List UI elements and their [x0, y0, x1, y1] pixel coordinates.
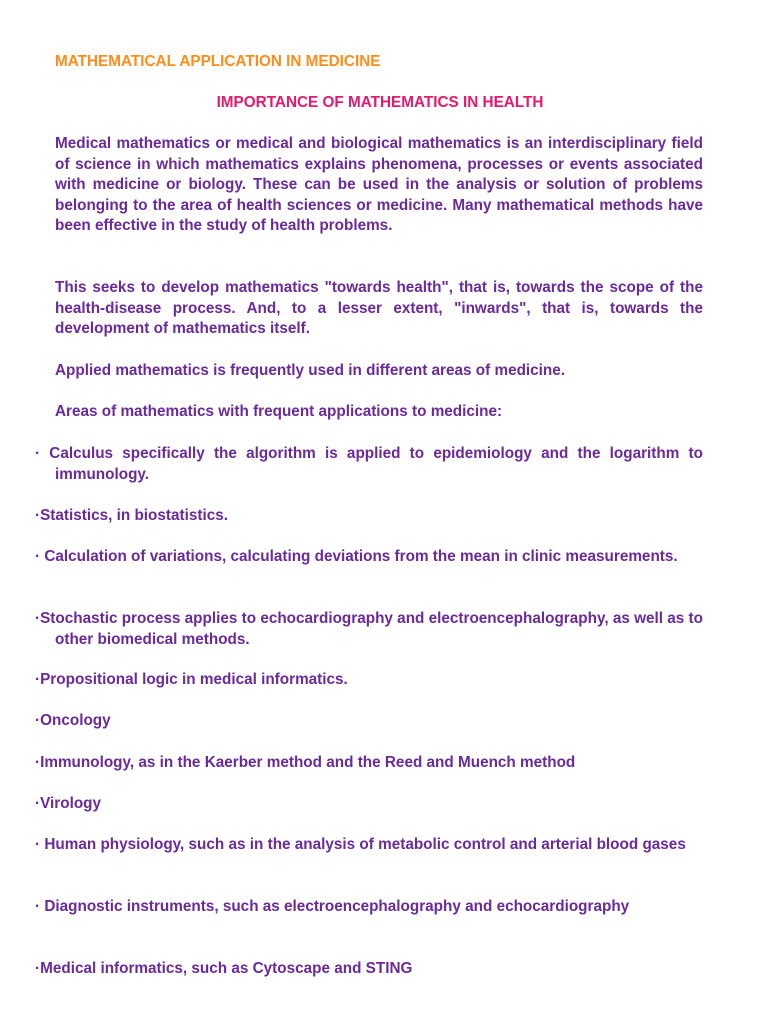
paragraph-towards-health: This seeks to develop mathematics "towards health", that is, towards the scope of the health-disease process. And, to a lesser extent, "inwards", that is, towards the development of mathematics itself.	[55, 279, 703, 337]
list-item: · Diagnostic instruments, such as electroencephalography and echocardiography	[35, 898, 630, 915]
paragraph-areas-heading: Areas of mathematics with frequent applications to medicine:	[55, 403, 503, 420]
list-item: ·Statistics, in biostatistics.	[35, 507, 228, 524]
list-item: ·Propositional logic in medical informatics.	[35, 671, 348, 688]
list-item: · Calculation of variations, calculating deviations from the mean in clinic measurements.	[35, 548, 678, 565]
list-item: ·Immunology, as in the Kaerber method and the Reed and Muench method	[35, 754, 576, 771]
paragraph-intro: Medical mathematics or medical and biological mathematics is an interdisciplinary field of science in which mathematics explains phenomena, processes or events associated with medicine or biology. These can be used in the analysis or solution of problems belonging to the area of health sciences or medicine. Many mathematical methods have been effective in the study of health problems.	[55, 135, 703, 234]
list-item: ·Medical informatics, such as Cytoscape and STING	[35, 960, 413, 977]
list-item: ·Virology	[35, 795, 102, 812]
document-title: MATHEMATICAL APPLICATION IN MEDICINE	[55, 53, 381, 70]
document-subtitle: IMPORTANCE OF MATHEMATICS IN HEALTH	[216, 94, 544, 111]
paragraph-applied-math: Applied mathematics is frequently used in different areas of medicine.	[55, 362, 566, 379]
list-item: ·Oncology	[35, 712, 111, 729]
list-item: · Human physiology, such as in the analysis of metabolic control and arterial blood gases	[35, 836, 686, 853]
list-item: ·Stochastic process applies to echocardiography and electroencephalography, as well as to other biomedical methods.	[35, 610, 703, 648]
list-item: · Calculus specifically the algorithm is applied to epidemiology and the logarithm to immunology.	[35, 445, 703, 483]
